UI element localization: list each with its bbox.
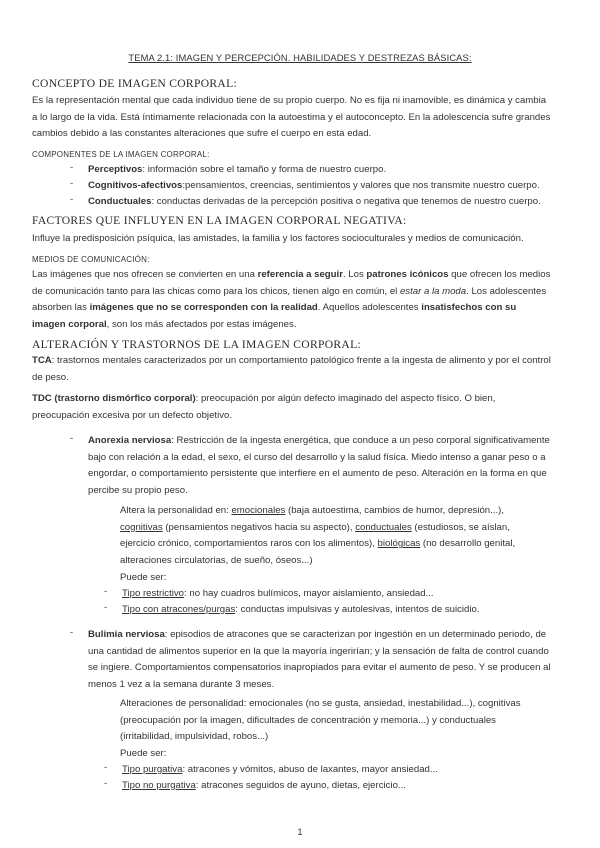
bullet-dash: -	[70, 178, 74, 189]
bulimia-item: Bulimia nerviosa: episodios de atracones que se caracterizan por ingestión en un determinado periodo, de una cantidad de alimentos superior en la que la mayoría ingerirían; y la sensación de falta de control cuando se ingiere. Comportamientos compensatorios inapropiados para evitar el aumento de peso. Y se producen al menos 1 vez a la semana durante 3 meses.	[88, 629, 551, 690]
bulimia-type: Tipo purgativa: atracones y vómitos, abuso de laxantes, mayor ansiedad...	[122, 764, 438, 775]
bullet-dash: -	[70, 162, 74, 173]
bullet-dash: -	[104, 602, 108, 613]
item-text: : conductas derivadas de la percepción positiva o negativa que tenemos de nuestro cuerpo.	[151, 196, 541, 207]
anorexia-alteraciones: Altera la personalidad en: emocionales (baja autoestima, cambios de humor, depresión...), cognitivas (pensamientos negativos hacia su aspecto), conductuales (estudiosos, se aíslan, ejercicio crónico, comportamientos raros con los alimentos), biológicas (no desarrollo genital, alteraciones circulatorias, de sueño, óseos...)	[120, 505, 516, 566]
paragraph-medios: Las imágenes que nos ofrecen se convierten en una referencia a seguir. Los patrones icónicos que ofrecen los medios de comunicación tanto para las chicas como para los chicos, tienen algo en común, el estar a la moda. Los adolescentes absorben las imágenes que no se corresponden con la realidad. Aquellos adolescentes insatisfechos con su imagen corporal, son los más afectados por estas imágenes.	[32, 269, 551, 330]
list-item	[88, 194, 578, 211]
paragraph-factores: Influye la predisposición psíquica, las amistades, la familia y los factores socioculturales y medios de comunicación.	[32, 233, 524, 244]
paragraph-tdc: TDC (trastorno dismórfico corporal): preocupación por algún defecto imaginado del aspecto físico. O bien, preocupación excesiva por un defecto objetivo.	[32, 393, 496, 421]
paragraph-tca: TCA: trastornos mentales caracterizados por un comportamiento patológico frente a la ingesta de alimento y por el control de peso.	[32, 355, 551, 383]
item-term: Perceptivos	[88, 164, 143, 175]
heading-factores: FACTORES QUE INFLUYEN EN LA IMAGEN CORPORAL NEGATIVA:	[32, 214, 407, 227]
page-number: 1	[297, 826, 303, 837]
bullet-dash: -	[104, 778, 108, 789]
document-title: TEMA 2.1: IMAGEN Y PERCEPCIÓN. HABILIDADES Y DESTREZAS BÁSICAS:	[128, 52, 472, 63]
bullet-dash: -	[70, 194, 74, 205]
bulimia-puede-ser: Puede ser:	[120, 748, 167, 759]
heading-medios: MEDIOS DE COMUNICACIÓN:	[32, 255, 150, 264]
anorexia-type: Tipo restrictivo: no hay cuadros bulímicos, mayor aislamiento, ansiedad...	[122, 588, 434, 599]
anorexia-puede-ser: Puede ser:	[120, 572, 167, 583]
heading-concepto: CONCEPTO DE IMAGEN CORPORAL:	[32, 77, 237, 90]
item-term: Conductuales	[88, 196, 152, 207]
heading-alteracion: ALTERACIÓN Y TRASTORNOS DE LA IMAGEN CORPORAL:	[32, 338, 362, 351]
item-term: Cognitivos-afectivos	[88, 180, 183, 191]
item-text: :pensamientos, creencias, sentimientos y valores que nos transmite nuestro cuerpo.	[182, 180, 540, 191]
bullet-dash: -	[70, 433, 74, 444]
bullet-dash: -	[70, 627, 74, 638]
bullet-dash: -	[104, 762, 108, 773]
bulimia-alteraciones: Alteraciones de personalidad: emocionales (no se gusta, ansiedad, inestabilidad...), cognitivas (preocupación por la imagen, dificultades de concentración y memoria...) y conductuales (irritabilidad, impulsividad, robos...)	[120, 698, 521, 743]
heading-componentes: COMPONENTES DE LA IMAGEN CORPORAL:	[32, 150, 210, 159]
anorexia-type: Tipo con atracones/purgas: conductas impulsivas y autolesivas, intentos de suicidio.	[122, 604, 480, 615]
bullet-dash: -	[104, 586, 108, 597]
bulimia-type: Tipo no purgativa: atracones seguidos de ayuno, dietas, ejercicio...	[122, 780, 406, 791]
item-text: : información sobre el tamaño y forma de nuestro cuerpo.	[142, 164, 387, 175]
list-item	[88, 178, 578, 195]
anorexia-item: Anorexia nerviosa: Restricción de la ingesta energética, que conduce a un peso corporal significativamente bajo con relación a la edad, el sexo, el curso del desarrollo y la salud física. Miedo intenso a ganar peso o a engordar, o comportamiento persistente que interfiere en el aumento de peso. Alteración en la forma en que percibe su propio peso.	[88, 435, 550, 496]
paragraph-concepto: Es la representación mental que cada individuo tiene de su propio cuerpo. No es fija ni inamovible, es dinámica y cambia a lo largo de la vida. Está íntimamente relacionada con la autoestima y el autoconcepto. En la adolescencia sufre grandes cambios debido a las constantes alteraciones que sufre el cuerpo en esta edad.	[32, 95, 551, 140]
list-item	[88, 162, 578, 179]
